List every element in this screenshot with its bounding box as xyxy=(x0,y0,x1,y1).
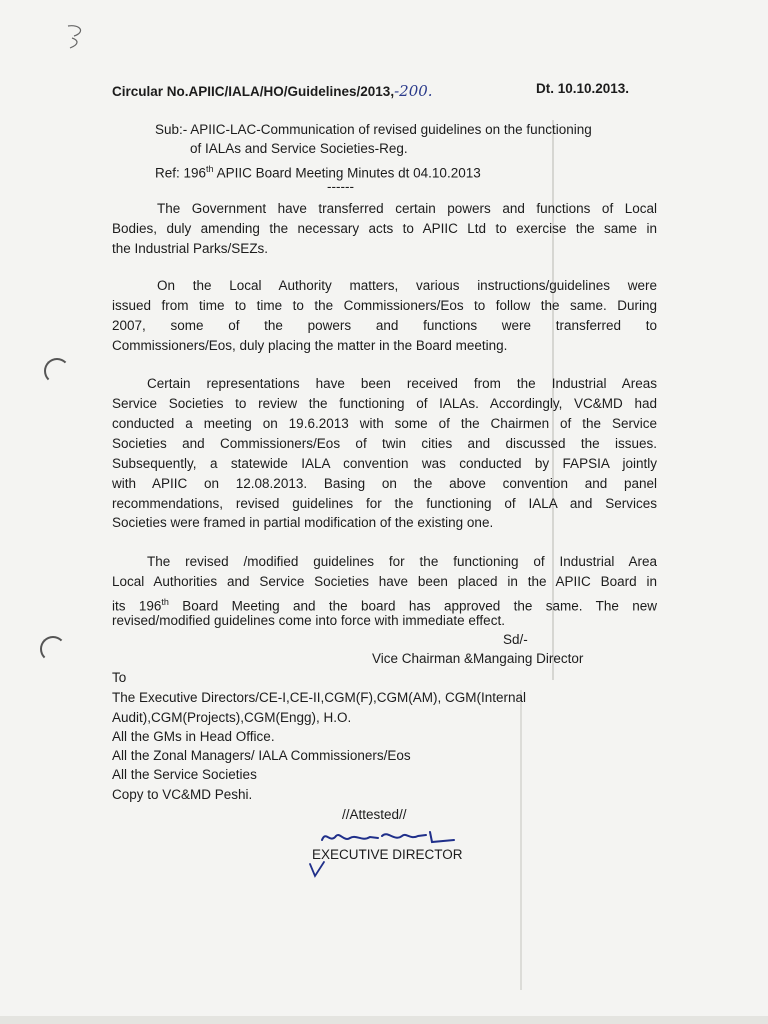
paragraph-2-line: On the Local Authority matters, various instructions/guidelines were xyxy=(157,278,657,293)
distribution-line: Copy to VC&MD Peshi. xyxy=(112,787,253,802)
handwritten-signature xyxy=(318,826,468,848)
signature-sd: Sd/- xyxy=(503,632,528,647)
attesting-designation: EXECUTIVE DIRECTOR xyxy=(312,847,463,862)
signatory-designation: Vice Chairman &Mangaing Director xyxy=(372,651,584,666)
paragraph-3-line: Societies and Commissioners/Eos of twin cities and discussed the issues. xyxy=(112,436,657,451)
paragraph-4-line: The revised /modified guidelines for the functioning of Industrial Area xyxy=(147,554,657,569)
paragraph-4-line: Local Authorities and Service Societies have been placed in the APIIC Board in xyxy=(112,574,657,589)
paragraph-2-line: 2007, some of the powers and functions were transferred to xyxy=(112,318,657,333)
page-bottom-edge xyxy=(0,1016,768,1024)
handwritten-circular-suffix: -200. xyxy=(394,82,433,100)
punch-hole-mark xyxy=(44,358,70,384)
scan-fold-line-lower xyxy=(520,690,522,990)
attested-label: //Attested// xyxy=(342,807,407,822)
subject-line-1: Sub:- APIIC-LAC-Communication of revised guidelines on the functioning xyxy=(155,122,592,137)
distribution-line: All the Zonal Managers/ IALA Commissioners/Eos xyxy=(112,748,411,763)
to-label: To xyxy=(112,670,127,685)
paragraph-2-line: issued from time to time to the Commissioners/Eos to follow the same. During xyxy=(112,298,657,313)
paragraph-3-line: Certain representations have been received from the Industrial Areas xyxy=(147,376,657,391)
paragraph-3-line: Subsequently, a statewide IALA convention was conducted by FAPSIA jointly xyxy=(112,456,657,471)
paragraph-3-line: with APIIC on 12.08.2013. Basing on the above convention and panel xyxy=(112,476,657,491)
paragraph-3-line: conducted a meeting on 19.6.2013 with some of the Chairmen of the Service xyxy=(112,416,657,431)
paragraph-1-line: The Government have transferred certain powers and functions of Local xyxy=(157,201,657,216)
distribution-line: All the Service Societies xyxy=(112,767,257,782)
corner-scribble-mark xyxy=(62,22,92,52)
paragraph-4-line: revised/modified guidelines come into force with immediate effect. xyxy=(112,613,505,628)
distribution-line: The Executive Directors/CE-I,CE-II,CGM(F),CGM(AM), CGM(Internal xyxy=(112,690,527,705)
circular-number: Circular No.APIIC/IALA/HO/Guidelines/2013,-200. xyxy=(112,82,433,100)
reference-line: Ref: 196th APIIC Board Meeting Minutes dt 04.10.2013 xyxy=(155,164,481,181)
paragraph-1-line: the Industrial Parks/SEZs. xyxy=(112,241,269,256)
paragraph-3-line: recommendations, revised guidelines for the functioning of IALA and Services xyxy=(112,496,657,511)
handwritten-initial-mark xyxy=(306,860,328,880)
punch-hole-mark xyxy=(40,636,66,662)
paragraph-1-line: Bodies, duly amending the necessary acts to APIIC Ltd to exercise the same in xyxy=(112,221,657,236)
distribution-line: All the GMs in Head Office. xyxy=(112,729,275,744)
paragraph-3-line: Societies were framed in partial modification of the existing one. xyxy=(112,515,494,530)
circular-date: Dt. 10.10.2013. xyxy=(536,81,630,96)
paragraph-3-line: Service Societies to review the functioning of IALAs. Accordingly, VC&MD had xyxy=(112,396,657,411)
separator-dashes: ------ xyxy=(327,179,354,194)
paragraph-2-line: Commissioners/Eos, duly placing the matter in the Board meeting. xyxy=(112,338,508,353)
subject-line-2: of IALAs and Service Societies-Reg. xyxy=(190,141,408,156)
paragraph-4-line: its 196th Board Meeting and the board has approved the same. The new xyxy=(112,597,657,614)
distribution-line: Audit),CGM(Projects),CGM(Engg), H.O. xyxy=(112,710,352,725)
